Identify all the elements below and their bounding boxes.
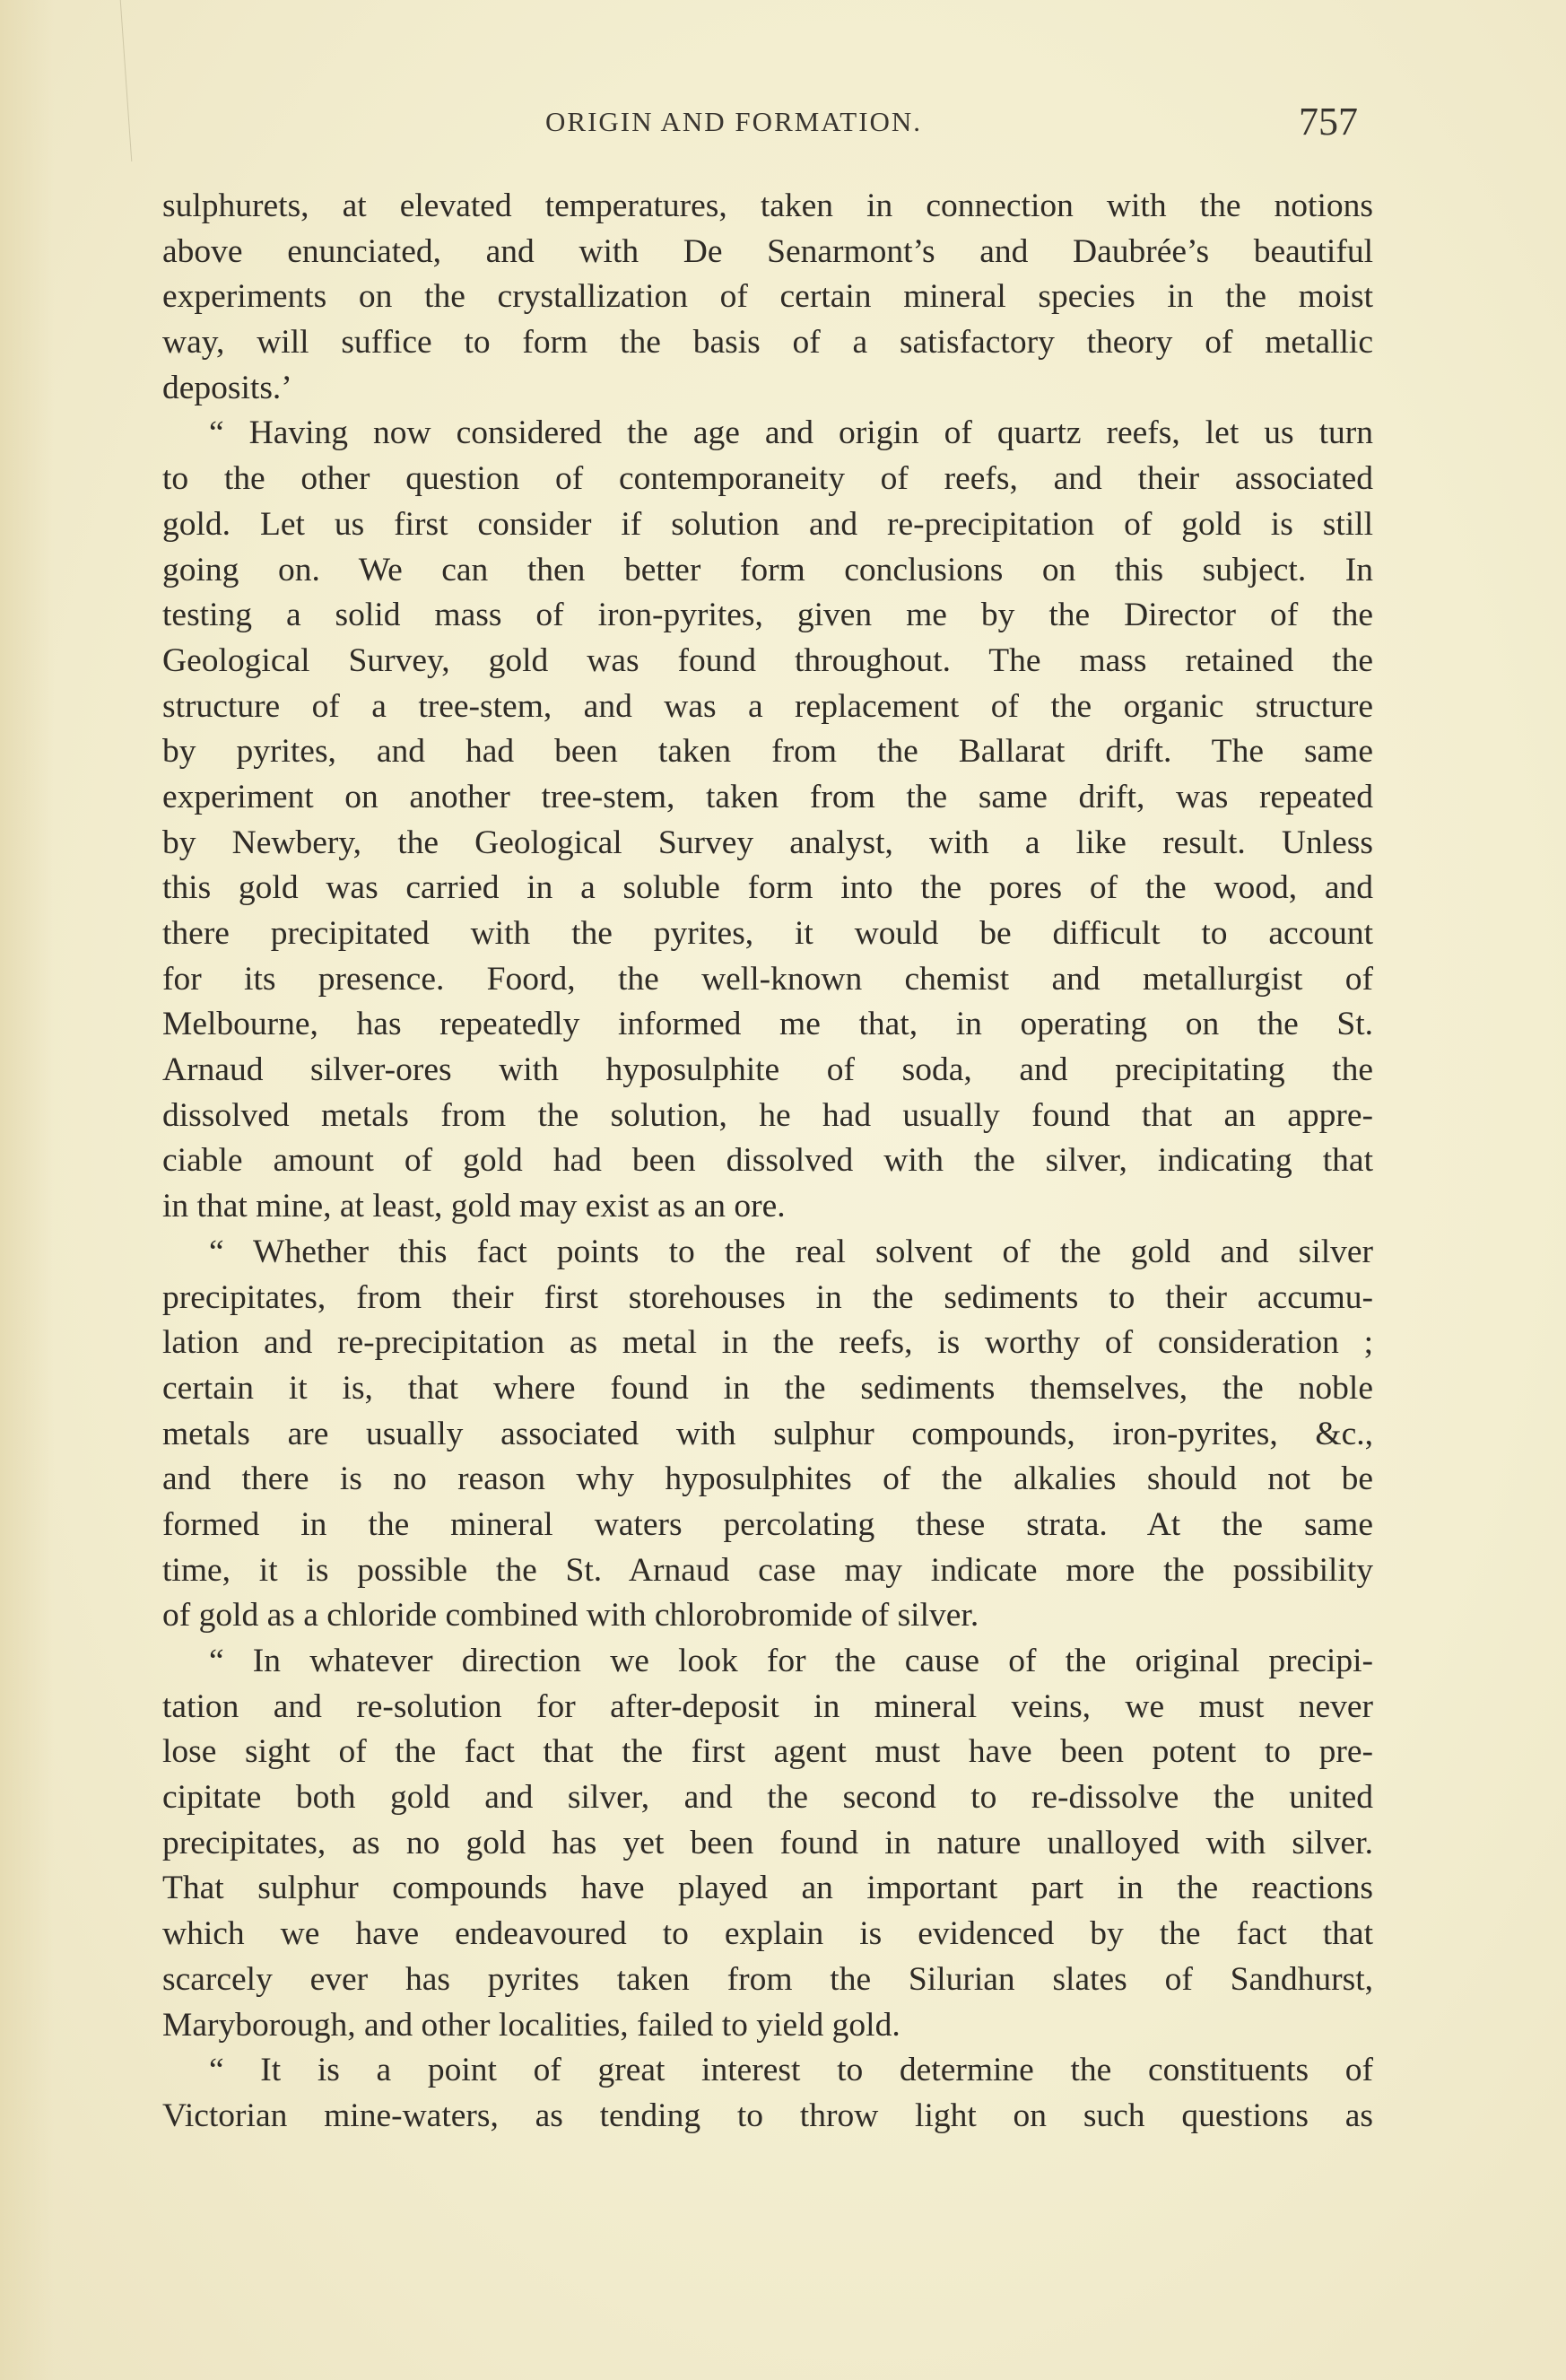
- text-line: way, will suffice to form the basis of a satisfactory theory of metallic: [162, 324, 1373, 362]
- text-line: deposits.’: [162, 369, 292, 406]
- text-line: experiments on the crystallization of certain mineral species in the moist: [162, 278, 1373, 316]
- text-line: gold. Let us first consider if solution and re-precipitation of gold is still: [162, 505, 1373, 543]
- page-number: 757: [1299, 100, 1358, 144]
- text-line: Geological Survey, gold was found throughout. The mass retained the: [162, 641, 1373, 679]
- text-line: which we have endeavoured to explain is evidenced by the fact that: [162, 1915, 1373, 1953]
- text-line: by pyrites, and had been taken from the Ballarat drift. The same: [162, 733, 1373, 771]
- text-line: lose sight of the fact that the first agent must have been potent to pre-: [162, 1733, 1373, 1771]
- text-line: certain it is, that where found in the sediments themselves, the noble: [162, 1369, 1373, 1407]
- text-line: formed in the mineral waters percolating these strata. At the same: [162, 1505, 1373, 1543]
- text-line: by Newbery, the Geological Survey analyst, with a like result. Unless: [162, 824, 1373, 861]
- text-line: That sulphur compounds have played an important part in the reactions: [162, 1870, 1373, 1907]
- text-line: of gold as a chloride combined with chlorobromide of silver.: [162, 1597, 979, 1635]
- paragraph-first-line: “ It is a point of great interest to determine the constituents of: [209, 2052, 1373, 2089]
- text-line: there precipitated with the pyrites, it would be difficult to account: [162, 915, 1373, 952]
- text-line: above enunciated, and with De Senarmont’s and Daubrée’s beautiful: [162, 232, 1373, 270]
- text-line: precipitates, as no gold has yet been found in nature unalloyed with silver.: [162, 1824, 1373, 1861]
- text-line: lation and re-precipitation as metal in the reefs, is worthy of consideration ;: [162, 1324, 1373, 1362]
- text-line: testing a solid mass of iron-pyrites, given me by the Director of the: [162, 597, 1373, 634]
- text-line: Arnaud silver-ores with hyposulphite of soda, and precipitating the: [162, 1051, 1373, 1089]
- paragraph-first-line: “ Having now considered the age and origin of quartz reefs, let us turn: [209, 414, 1373, 452]
- text-line: this gold was carried in a soluble form into the pores of the wood, and: [162, 869, 1373, 907]
- paragraph-first-line: “ In whatever direction we look for the cause of the original precipi-: [209, 1643, 1373, 1679]
- paper-crease: [120, 0, 135, 161]
- text-line: in that mine, at least, gold may exist as an ore.: [162, 1188, 786, 1225]
- text-line: precipitates, from their first storehouses in the sediments to their accumu-: [162, 1278, 1373, 1316]
- body-text: [162, 184, 1373, 2140]
- text-line: structure of a tree-stem, and was a replacement of the organic structure: [162, 687, 1373, 725]
- text-line: sulphurets, at elevated temperatures, taken in connection with the notions: [162, 187, 1373, 224]
- text-line: time, it is possible the St. Arnaud case may indicate more the possibility: [162, 1551, 1373, 1589]
- text-line: Victorian mine-waters, as tending to throw light on such questions as: [162, 2097, 1373, 2134]
- text-line: experiment on another tree-stem, taken from the same drift, was repeated: [162, 778, 1373, 815]
- text-line: metals are usually associated with sulphur compounds, iron-pyrites, &c.,: [162, 1415, 1373, 1452]
- page-edge-shadow: [0, 0, 54, 2380]
- text-line: for its presence. Foord, the well-known chemist and metallurgist of: [162, 960, 1373, 998]
- text-line: ciable amount of gold had been dissolved with the silver, indicating that: [162, 1142, 1373, 1180]
- paragraph-first-line: “ Whether this fact points to the real solvent of the gold and silver: [209, 1233, 1373, 1270]
- text-line: going on. We can then better form conclusions on this subject. In: [162, 551, 1373, 588]
- text-line: cipitate both gold and silver, and the second to re-dissolve the united: [162, 1779, 1373, 1817]
- text-line: dissolved metals from the solution, he had usually found that an appre-: [162, 1096, 1373, 1134]
- text-line: Melbourne, has repeatedly informed me that, in operating on the St.: [162, 1006, 1373, 1043]
- text-line: to the other question of contemporaneity of reefs, and their associated: [162, 460, 1373, 498]
- running-head-title: ORIGIN AND FORMATION.: [545, 106, 923, 137]
- text-line: and there is no reason why hyposulphites of the alkalies should not be: [162, 1460, 1373, 1498]
- text-line: scarcely ever has pyrites taken from the Silurian slates of Sandhurst,: [162, 1960, 1373, 1998]
- text-line: tation and re-solution for after-deposit in mineral veins, we must never: [162, 1687, 1373, 1725]
- text-line: Maryborough, and other localities, failed to yield gold.: [162, 2006, 900, 2044]
